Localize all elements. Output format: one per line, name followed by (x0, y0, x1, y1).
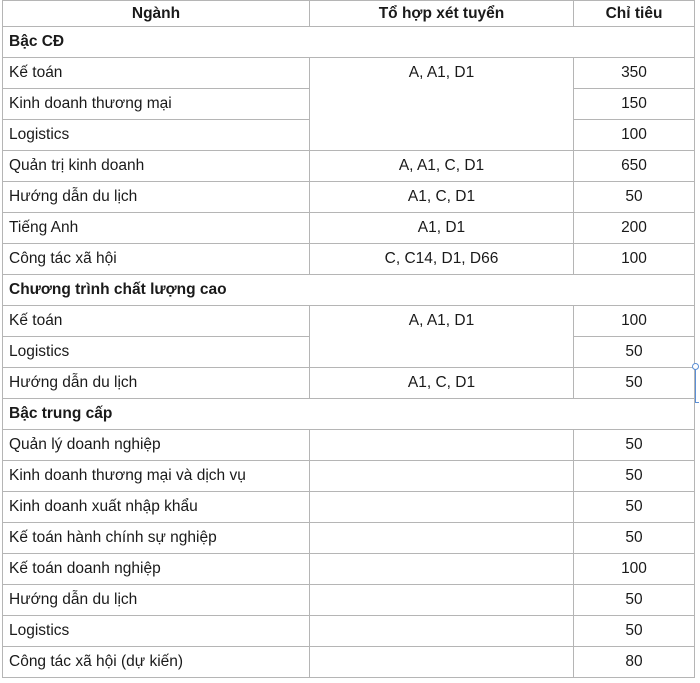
cell-nganh[interactable]: Kinh doanh thương mại và dịch vụ (3, 461, 310, 492)
cell-nganh[interactable]: Kế toán (3, 58, 310, 89)
table-row (3, 430, 695, 461)
cell-chitieu[interactable]: 50 (574, 523, 695, 554)
resize-handle-tick (695, 402, 699, 403)
table-row (3, 58, 695, 89)
cell-tohop[interactable]: A, A1, D1 (310, 306, 574, 368)
table-row (3, 182, 695, 213)
section-title-clc[interactable]: Chương trình chất lượng cao (3, 275, 695, 306)
section-row (3, 275, 695, 306)
cell-tohop[interactable]: A, A1, C, D1 (310, 151, 574, 182)
cell-tohop[interactable] (310, 523, 574, 554)
header-row (3, 1, 695, 27)
cell-tohop[interactable] (310, 554, 574, 585)
cell-chitieu[interactable]: 80 (574, 647, 695, 678)
table-row (3, 554, 695, 585)
header-tohop[interactable]: Tổ hợp xét tuyển (310, 1, 574, 27)
cell-tohop[interactable]: C, C14, D1, D66 (310, 244, 574, 275)
cell-chitieu[interactable]: 50 (574, 616, 695, 647)
cell-resize-handle[interactable] (692, 363, 698, 403)
cell-tohop[interactable]: A1, C, D1 (310, 182, 574, 213)
header-nganh[interactable]: Ngành (3, 1, 310, 27)
cell-tohop[interactable] (310, 647, 574, 678)
cell-tohop[interactable]: A1, C, D1 (310, 368, 574, 399)
cell-nganh[interactable]: Kế toán (3, 306, 310, 337)
cell-tohop[interactable] (310, 585, 574, 616)
cell-tohop[interactable] (310, 461, 574, 492)
section-title-trung-cap[interactable]: Bậc trung cấp (3, 399, 695, 430)
cell-nganh[interactable]: Quản trị kinh doanh (3, 151, 310, 182)
cell-chitieu[interactable]: 50 (574, 461, 695, 492)
table-row (3, 306, 695, 337)
cell-chitieu[interactable]: 50 (574, 430, 695, 461)
cell-tohop[interactable] (310, 616, 574, 647)
cell-nganh[interactable]: Kinh doanh thương mại (3, 89, 310, 120)
table-row (3, 616, 695, 647)
cell-chitieu[interactable]: 150 (574, 89, 695, 120)
section-title-bac-cd[interactable]: Bậc CĐ (3, 27, 695, 58)
cell-nganh[interactable]: Hướng dẫn du lịch (3, 585, 310, 616)
cell-chitieu[interactable]: 100 (574, 306, 695, 337)
cell-nganh[interactable]: Kế toán hành chính sự nghiệp (3, 523, 310, 554)
table-row (3, 492, 695, 523)
table-row (3, 244, 695, 275)
table-row (3, 213, 695, 244)
cell-nganh[interactable]: Kinh doanh xuất nhập khẩu (3, 492, 310, 523)
table-row (3, 585, 695, 616)
cell-chitieu[interactable]: 50 (574, 368, 695, 399)
cell-chitieu[interactable]: 50 (574, 492, 695, 523)
cell-chitieu[interactable]: 50 (574, 337, 695, 368)
table-row (3, 647, 695, 678)
cell-chitieu[interactable]: 50 (574, 585, 695, 616)
cell-tohop[interactable]: A1, D1 (310, 213, 574, 244)
cell-tohop[interactable]: A, A1, D1 (310, 58, 574, 151)
cell-tohop[interactable] (310, 430, 574, 461)
admission-table (2, 0, 695, 678)
table-row (3, 151, 695, 182)
section-row (3, 27, 695, 58)
cell-chitieu[interactable]: 200 (574, 213, 695, 244)
table-row (3, 461, 695, 492)
cell-chitieu[interactable]: 350 (574, 58, 695, 89)
cell-chitieu[interactable]: 100 (574, 554, 695, 585)
cell-tohop[interactable] (310, 492, 574, 523)
cell-chitieu[interactable]: 50 (574, 182, 695, 213)
cell-nganh[interactable]: Hướng dẫn du lịch (3, 368, 310, 399)
cell-nganh[interactable]: Công tác xã hội (dự kiến) (3, 647, 310, 678)
table-row (3, 523, 695, 554)
cell-nganh[interactable]: Tiếng Anh (3, 213, 310, 244)
cell-nganh[interactable]: Logistics (3, 337, 310, 368)
cell-nganh[interactable]: Kế toán doanh nghiệp (3, 554, 310, 585)
cell-nganh[interactable]: Hướng dẫn du lịch (3, 182, 310, 213)
resize-handle-bar (695, 369, 696, 403)
cell-nganh[interactable]: Quản lý doanh nghiệp (3, 430, 310, 461)
cell-nganh[interactable]: Logistics (3, 120, 310, 151)
header-chitieu[interactable]: Chỉ tiêu (574, 1, 695, 27)
table-row (3, 368, 695, 399)
cell-nganh[interactable]: Công tác xã hội (3, 244, 310, 275)
cell-chitieu[interactable]: 650 (574, 151, 695, 182)
cell-chitieu[interactable]: 100 (574, 244, 695, 275)
cell-nganh[interactable]: Logistics (3, 616, 310, 647)
section-row (3, 399, 695, 430)
cell-chitieu[interactable]: 100 (574, 120, 695, 151)
